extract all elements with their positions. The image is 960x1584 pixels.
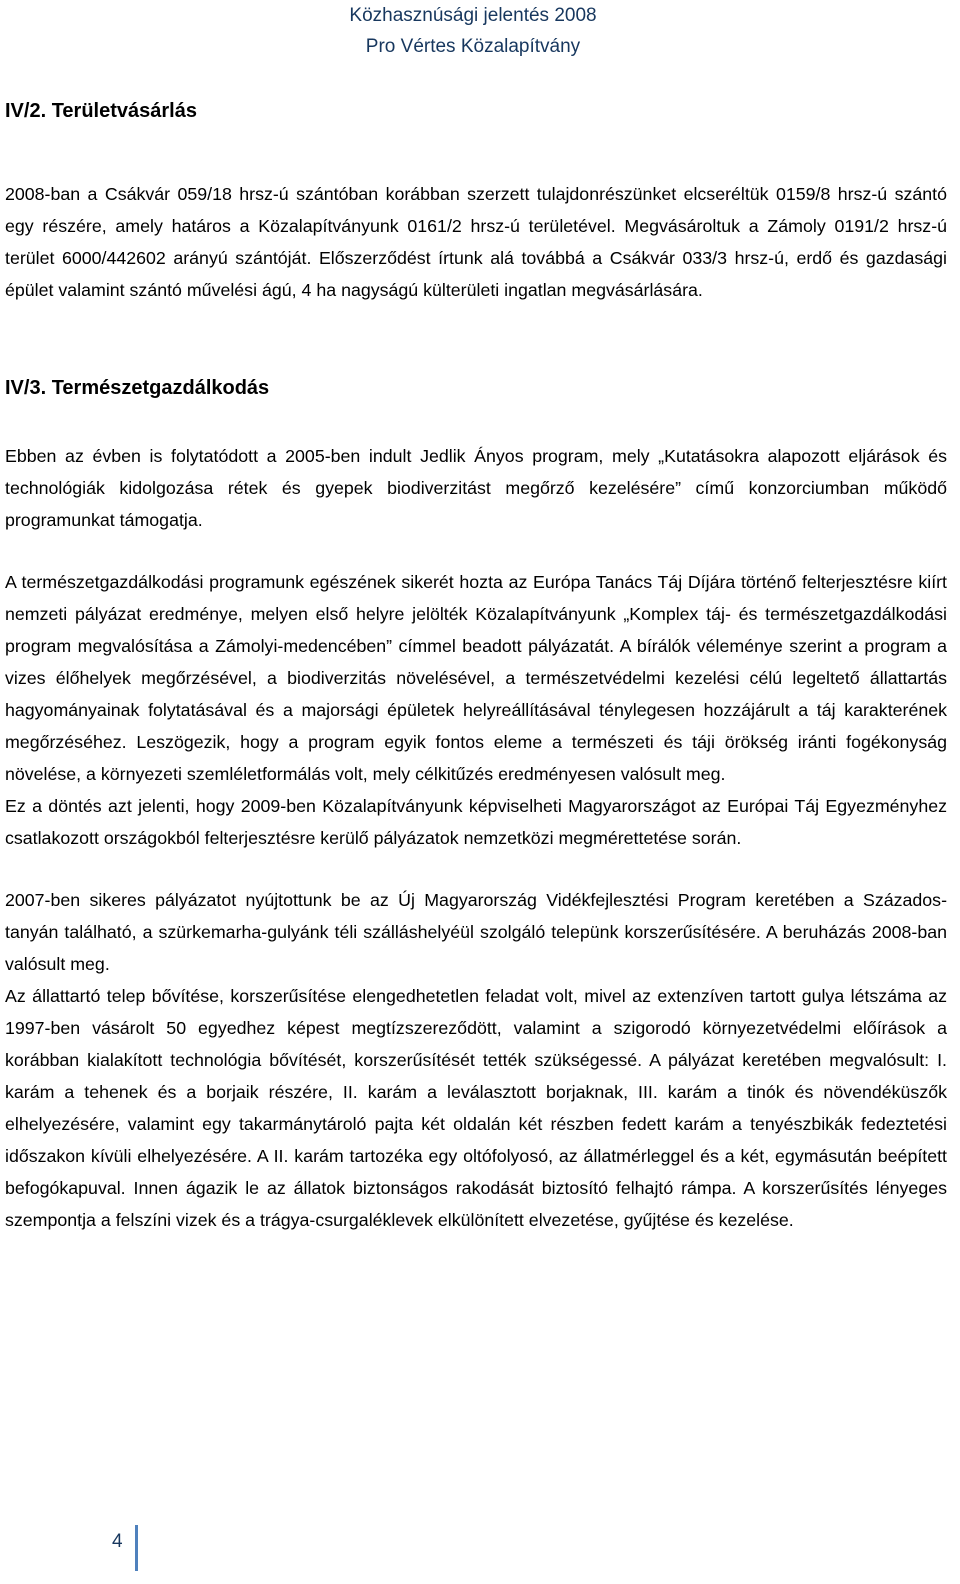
nature-management-paragraph-5: Az állattartó telep bővítése, korszerűsítése elengedhetetlen feladat volt, mivel az extenzíven tartott gulya létszáma az 1997-ben vásárolt 50 egyedhez képest megtízszereződött, valamint a szigorodó környezetvédelmi előírások a korábban kialakított technológia bővítését, korszerűsítését tették szükségessé. A pályázat keretében megvalósult: I. karám a tehenek és a borjaik részére, II. karám a leválasztott borjaknak, III. karám a tinók és növendéküszők elhelyezésére, valamint egy takarmánytároló pajta két oldalán két részben fedett karám a tenyészbikák fedeztetési időszakon kívüli elhelyezésére. A II. karám tartozéka egy oltófolyosó, az állatmérleggel és a két, egymásután beépített befogókapuval. Innen ágazik le az állatok biztonságos rakodását biztosító felhajtó rámpa. A korszerűsítés lényeges szempontja a felszíni vizek és a trágya-csurgaléklevek elkülönített elvezetése, gyűjtése és kezelése. (5, 986, 947, 1230)
document-body (5, 96, 947, 1236)
nature-management-paragraph-2: A természetgazdálkodási programunk egészének sikerét hozta az Európa Tanács Táj Díjára történő felterjesztésre kiírt nemzeti pályázat eredménye, melyen első helyre jelölték Közalapítványunk „Komplex táj- és természetgazdálkodási program megvalósítása a Zámolyi-medencében” címmel beadott pályázatát. A bírálók véleménye szerint a program a vizes élőhelyek megőrzésével, a biodiverzitás növelésével, a természetvédelmi kezelési célú legeltető állattartás hagyományainak folytatásával és a majorsági épületek helyreállításával ténylegesen hozzájárult a táj karakterének megőrzéséhez. Leszögezik, hogy a program egyik fontos eleme a természeti és táji örökség iránti fogékonyság növelése, a környezeti szemléletformálás volt, mely célkitűzés eredményesen valósult meg. (5, 572, 947, 784)
header-report-title: Közhasznúsági jelentés 2008 (349, 5, 597, 26)
page-footer (112, 1525, 142, 1571)
footer-divider (135, 1525, 138, 1571)
section-heading-nature-management: IV/3. Természetgazdálkodás (5, 377, 270, 399)
land-purchase-paragraph: 2008-ban a Csákvár 059/18 hrsz-ú szántóban korábban szerzett tulajdonrészünket elcseréltük 0159/8 hrsz-ú szántó egy részére, amely határos a Közalapítványunk 0161/2 hrsz-ú területével. Megvásároltuk a Zámoly 0191/2 hrsz-ú terület 6000/442602 arányú szántóját. Előszerződést írtunk alá továbbá a Csákvár 033/3 hrsz-ú, erdő és gazdasági épület valamint szántó művelési ágú, 4 ha nagyságú külterületi ingatlan megvásárlására. (5, 184, 947, 300)
header-organization: Pro Vértes Közalapítvány (365, 36, 581, 57)
page-number: 4 (112, 1531, 123, 1552)
section-heading-land-purchase: IV/2. Területvásárlás (5, 100, 197, 122)
nature-management-paragraph-4: 2007-ben sikeres pályázatot nyújtottunk be az Új Magyarország Vidékfejlesztési Program keretében a Százados-tanyán található, a szürkemarha-gulyánk téli szálláshelyéül szolgáló telepünk korszerűsítésére. A beruházás 2008-ban valósult meg. (5, 890, 947, 974)
nature-management-paragraph-3: Ez a döntés azt jelenti, hogy 2009-ben Közalapítványunk képviselheti Magyarországot az Európai Táj Egyezményhez csatlakozott országokból felterjesztésre kerülő pályázatok nemzetközi megmérettetése során. (5, 796, 947, 848)
page-header (338, 0, 608, 62)
nature-management-paragraph-1: Ebben az évben is folytatódott a 2005-ben indult Jedlik Ányos program, mely „Kutatásokra alapozott eljárások és technológiák kidolgozása rétek és gyepek biodiverzitást megőrző kezelésére” című konzorciumban működő programunkat támogatja. (5, 446, 947, 530)
